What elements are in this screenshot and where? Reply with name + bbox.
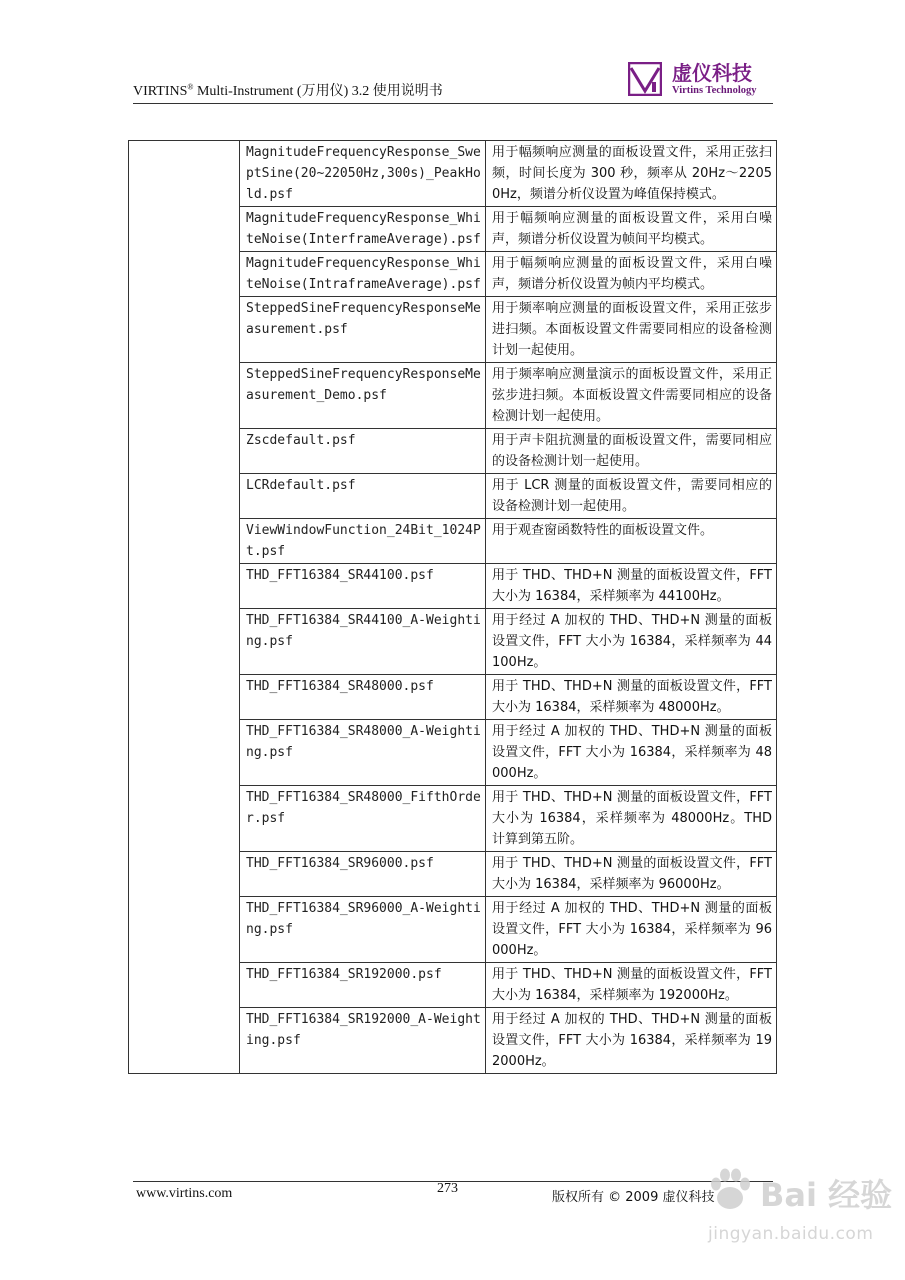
description-cell: 用于 THD、THD+N 测量的面板设置文件，FFT 大小为 16384，采样频率为 192000Hz。 bbox=[486, 963, 777, 1008]
page-number: 273 bbox=[437, 1181, 458, 1196]
description-cell: 用于 LCR 测量的面板设置文件，需要同相应的设备检测计划一起使用。 bbox=[486, 474, 777, 519]
header-divider bbox=[133, 103, 773, 104]
description-cell: 用于幅频响应测量的面板设置文件，采用正弦扫频，时间长度为 300 秒，频率从 20Hz～22050Hz，频谱分析仪设置为峰值保持模式。 bbox=[486, 141, 777, 207]
watermark-url: jingyan.baidu.com bbox=[708, 1224, 874, 1244]
description-cell: 用于频率响应测量演示的面板设置文件，采用正弦步进扫频。本面板设置文件需要同相应的设备检测计划一起使用。 bbox=[486, 363, 777, 429]
file-name-cell: THD_FFT16384_SR44100.psf bbox=[240, 564, 486, 609]
description-cell: 用于经过 A 加权的 THD、THD+N 测量的面板设置文件，FFT 大小为 16384，采样频率为 96000Hz。 bbox=[486, 897, 777, 963]
table-row bbox=[129, 141, 777, 207]
virtins-logo-icon bbox=[628, 62, 662, 96]
description-cell: 用于声卡阻抗测量的面板设置文件，需要同相应的设备检测计划一起使用。 bbox=[486, 429, 777, 474]
category-cell bbox=[129, 141, 240, 1074]
baidu-jingyan-watermark bbox=[700, 1150, 893, 1270]
description-cell: 用于幅频响应测量的面板设置文件，采用白噪声，频谱分析仪设置为帧间平均模式。 bbox=[486, 207, 777, 252]
watermark-brand: Bai 经验 bbox=[760, 1176, 893, 1214]
description-cell: 用于频率响应测量的面板设置文件，采用正弦步进扫频。本面板设置文件需要同相应的设备检测计划一起使用。 bbox=[486, 297, 777, 363]
description-cell: 用于观查窗函数特性的面板设置文件。 bbox=[486, 519, 777, 564]
footer-url: www.virtins.com bbox=[136, 1186, 233, 1201]
logo-chinese-name: 虚仪科技 bbox=[672, 61, 752, 85]
file-name-cell: MagnitudeFrequencyResponse_SweptSine(20~22050Hz,300s)_PeakHold.psf bbox=[240, 141, 486, 207]
file-name-cell: THD_FFT16384_SR44100_A-Weighting.psf bbox=[240, 609, 486, 675]
paw-icon bbox=[704, 1164, 756, 1216]
file-name-cell: LCRdefault.psf bbox=[240, 474, 486, 519]
description-cell: 用于经过 A 加权的 THD、THD+N 测量的面板设置文件，FFT 大小为 16384，采样频率为 192000Hz。 bbox=[486, 1008, 777, 1074]
document-title bbox=[133, 80, 443, 100]
description-cell: 用于经过 A 加权的 THD、THD+N 测量的面板设置文件，FFT 大小为 16384，采样频率为 48000Hz。 bbox=[486, 720, 777, 786]
panel-settings-table bbox=[128, 140, 777, 1074]
file-name-cell: THD_FFT16384_SR192000_A-Weighting.psf bbox=[240, 1008, 486, 1074]
description-cell: 用于 THD、THD+N 测量的面板设置文件，FFT 大小为 16384，采样频率为 48000Hz。 bbox=[486, 675, 777, 720]
logo-english-name: Virtins Technology bbox=[672, 85, 757, 96]
file-name-cell: THD_FFT16384_SR96000.psf bbox=[240, 852, 486, 897]
description-cell: 用于经过 A 加权的 THD、THD+N 测量的面板设置文件，FFT 大小为 16384，采样频率为 44100Hz。 bbox=[486, 609, 777, 675]
description-cell: 用于幅频响应测量的面板设置文件，采用白噪声，频谱分析仪设置为帧内平均模式。 bbox=[486, 252, 777, 297]
description-cell: 用于 THD、THD+N 测量的面板设置文件，FFT 大小为 16384，采样频率为 48000Hz。THD 计算到第五阶。 bbox=[486, 786, 777, 852]
file-name-cell: MagnitudeFrequencyResponse_WhiteNoise(InterframeAverage).psf bbox=[240, 207, 486, 252]
file-name-cell: THD_FFT16384_SR48000_A-Weighting.psf bbox=[240, 720, 486, 786]
file-name-cell: SteppedSineFrequencyResponseMeasurement_Demo.psf bbox=[240, 363, 486, 429]
file-name-cell: THD_FFT16384_SR96000_A-Weighting.psf bbox=[240, 897, 486, 963]
brand-name: VIRTINS bbox=[133, 84, 188, 99]
description-cell: 用于 THD、THD+N 测量的面板设置文件，FFT 大小为 16384，采样频率为 96000Hz。 bbox=[486, 852, 777, 897]
footer-copyright: 版权所有 © 2009 虚仪科技 bbox=[552, 1190, 715, 1205]
table-body bbox=[129, 141, 777, 1074]
file-name-cell: THD_FFT16384_SR192000.psf bbox=[240, 963, 486, 1008]
file-name-cell: Zscdefault.psf bbox=[240, 429, 486, 474]
file-name-cell: SteppedSineFrequencyResponseMeasurement.psf bbox=[240, 297, 486, 363]
file-name-cell: THD_FFT16384_SR48000.psf bbox=[240, 675, 486, 720]
file-name-cell: MagnitudeFrequencyResponse_WhiteNoise(IntraframeAverage).psf bbox=[240, 252, 486, 297]
file-name-cell: ViewWindowFunction_24Bit_1024Pt.psf bbox=[240, 519, 486, 564]
title-rest: Multi-Instrument (万用仪) 3.2 使用说明书 bbox=[193, 84, 443, 99]
file-name-cell: THD_FFT16384_SR48000_FifthOrder.psf bbox=[240, 786, 486, 852]
description-cell: 用于 THD、THD+N 测量的面板设置文件，FFT 大小为 16384，采样频率为 44100Hz。 bbox=[486, 564, 777, 609]
registered-mark: ® bbox=[187, 82, 194, 92]
